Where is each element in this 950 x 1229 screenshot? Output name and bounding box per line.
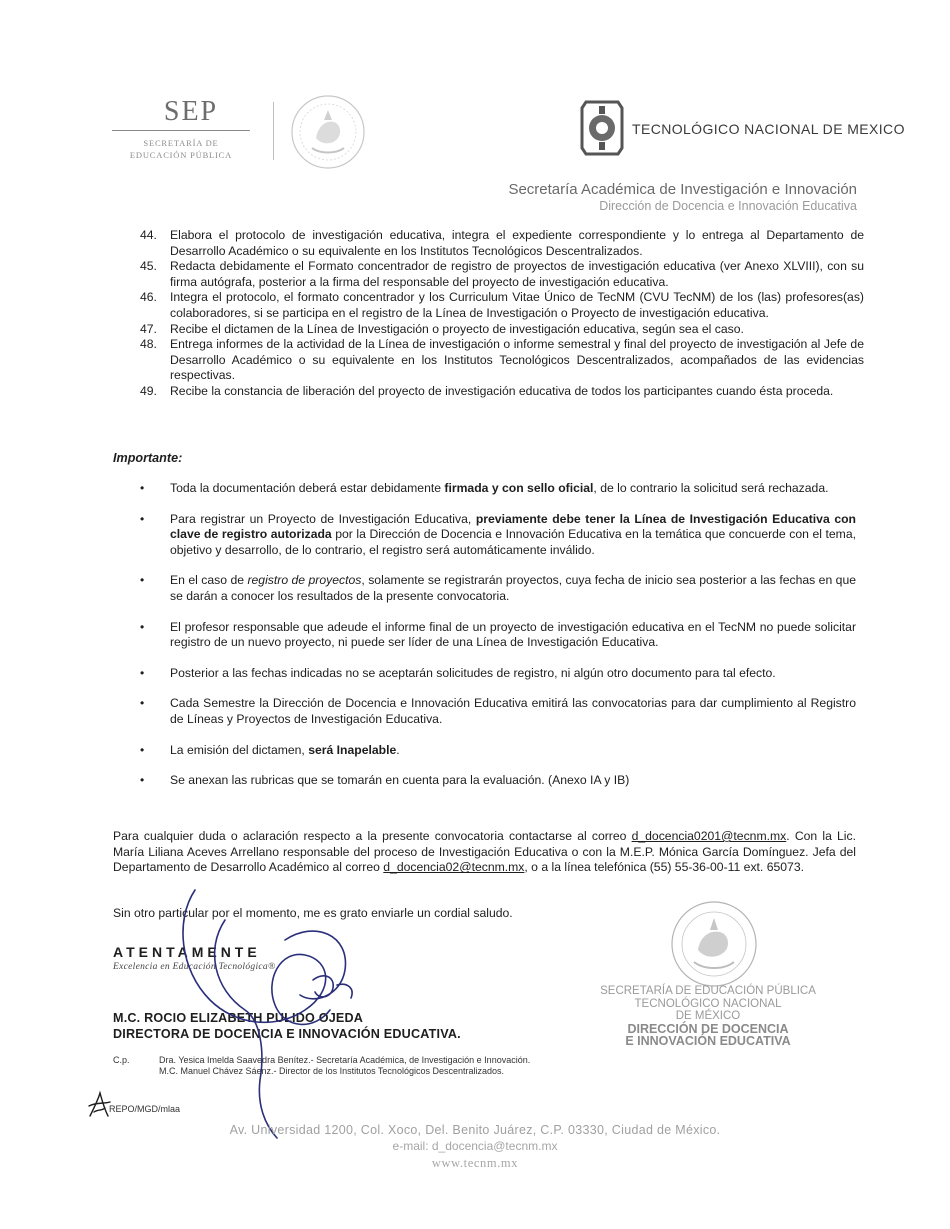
bullet-dot: •	[140, 511, 145, 526]
official-stamp-text: SECRETARÍA DE EDUCACIÓN PÚBLICA TECNOLÓGICO NACIONAL DE MÉXICO DIRECCIÓN DE DOCENCIA E INNOVACIÓN EDUCATIVA	[600, 985, 816, 1048]
item-text: Redacta debidamente el Formato concentrador de registro de proyectos de investigación educativa (ver Anexo XLVIII), con su firma autógrafa, posterior a la firma del responsable del proyecto de investigación educativa.	[170, 259, 864, 289]
cc-line: Dra. Yesica Imelda Saavedra Benítez.- Secretaría Académica, de Investigación e Innovación.	[159, 1055, 531, 1065]
list-item	[140, 228, 864, 259]
item-text: Integra el protocolo, el formato concentrador y los Curriculum Vitae Único de TecNM (CVU TecNM) de los (las) profesores(as) colaboradores, si se participa en el registro de la Línea de Investigación o Proyecto de investigación educativa.	[170, 290, 864, 320]
motto: Excelencia en Educación Tecnológica®	[113, 962, 276, 972]
list-item	[140, 322, 864, 338]
office-name: Secretaría Académica de Investigación e Innovación	[508, 181, 857, 198]
item-text: Entrega informes de la actividad de la Línea de investigación o informe semestral y final del proyecto de investigación al Jefe de Desarrollo Académico o su equivalente en los Institutos Tecnológicos Descentralizados, acompañados de las evidencias respectivas.	[170, 337, 864, 383]
bullet-pending-report: • El profesor responsable que adeude el informe final de un proyecto de investigación educativa en el TecNM no puede solicitar registro de un nuevo proyecto, ni puede ser líder de una Línea de Investigación Educativa.	[140, 619, 856, 650]
contact-paragraph: Para cualquier duda o aclaración respecto a la presente convocatoria contactarse al correo d_docencia0201@tecnm.mx. Con la Lic. María Liliana Aceves Arrellano responsable del proceso de Investigación Educativa o con la M.E.P. Mónica García Domínguez. Jefa del Departamento de Desarrollo Académico al correo d_docencia02@tecnm.mx, o a la línea telefónica (55) 55-36-00-11 ext. 65073.	[113, 829, 856, 875]
directorate-name: Dirección de Docencia e Innovación Educativa	[599, 199, 857, 213]
footer-website[interactable]: www.tecnm.mx	[431, 1156, 519, 1170]
national-seal-icon	[288, 92, 368, 172]
email-link[interactable]: d_docencia0201@tecnm.mx	[631, 829, 787, 843]
item-number: 45.	[140, 259, 157, 274]
header-divider	[273, 102, 274, 160]
item-number: 49.	[140, 383, 157, 398]
bullet-dot: •	[140, 619, 145, 634]
official-stamp-seal-icon	[668, 898, 760, 990]
bullet-semester-calls: • Cada Semestre la Dirección de Docencia e Innovación Educativa emitirá las convocatorias para dar cumplimiento al Registro de Líneas y Proyectos de Investigación Educativa.	[140, 696, 856, 726]
bullet-final-decision: • La emisión del dictamen, será Inapelable.	[140, 742, 400, 757]
list-item	[140, 384, 864, 400]
sep-logo-word: SEP	[163, 96, 219, 127]
item-text: Recibe el dictamen de la Línea de Investigación o proyecto de investigación educativa, según sea el caso.	[170, 321, 744, 336]
bullet-dot: •	[140, 665, 145, 680]
bullet-dot: •	[140, 742, 145, 757]
important-bullet-list	[140, 481, 856, 804]
item-number: 46.	[140, 290, 157, 305]
cc-line: M.C. Manuel Chávez Sáenz.- Director de los Institutos Tecnológicos Descentralizados.	[159, 1066, 504, 1076]
bullet-rubrics: • Se anexan las rubricas que se tomarán en cuenta para la evaluación. (Anexo IA y IB)	[140, 773, 630, 788]
signer-name: M.C. ROCIO ELIZABETH PULIDO OJEDA	[113, 1011, 364, 1025]
bullet-dot: •	[140, 696, 145, 711]
item-number: 44.	[140, 228, 157, 242]
item-text: Recibe la constancia de liberación del proyecto de investigación educativa de todos los participantes cuando ésta proceda.	[170, 383, 834, 398]
sep-logo-rule	[112, 130, 250, 131]
institution-name: TECNOLÓGICO NACIONAL DE MEXICO	[632, 121, 905, 137]
important-heading: Importante:	[113, 451, 183, 465]
bullet-dot: •	[140, 773, 145, 788]
bullet-line-required: • Para registrar un Proyecto de Investigación Educativa, previamente debe tener la Línea de Investigación Educativa con clave de registro autorizada por la Dirección de Docencia e Innovación Educativa en la temática que concuerde con el tema, objetivo y desarrollo, de lo contrario, el registro será automáticamente inválido.	[140, 511, 856, 557]
footer-address: Av. Universidad 1200, Col. Xoco, Del. Benito Juárez, C.P. 03330, Ciudad de México.	[229, 1123, 721, 1137]
tecnm-logo-icon	[580, 98, 624, 158]
bullet-dot: •	[140, 573, 145, 588]
cc-label: C.p.	[113, 1055, 130, 1065]
signer-title: DIRECTORA DE DOCENCIA E INNOVACIÓN EDUCATIVA.	[113, 1027, 461, 1041]
list-item	[140, 290, 864, 321]
email-link[interactable]: d_docencia02@tecnm.mx	[383, 860, 525, 875]
bullet-dot: •	[140, 481, 145, 495]
footer-email[interactable]: e-mail: d_docencia@tecnm.mx	[392, 1139, 558, 1153]
list-item	[140, 259, 864, 290]
initials-mark-icon	[86, 1090, 112, 1120]
closing-line: Sin otro particular por el momento, me es grato enviarle un cordial saludo.	[113, 906, 513, 920]
numbered-list	[140, 228, 864, 400]
sep-logo-subtitle: SECRETARÍA DE EDUCACIÓN PÚBLICA	[129, 138, 233, 160]
atentamente-label: ATENTAMENTE	[113, 944, 261, 960]
reference-code: REPO/MGD/mlaa	[109, 1104, 181, 1114]
bullet-start-date: • En el caso de registro de proyectos, solamente se registrarán proyectos, cuya fecha de inicio sea posterior a las fechas en que se darán a conocer los resultados de la presente convocatoria.	[140, 573, 857, 603]
item-number: 48.	[140, 337, 157, 352]
item-number: 47.	[140, 321, 157, 336]
handwritten-signature-icon	[165, 880, 375, 1140]
item-text: Elabora el protocolo de investigación educativa, integra el expediente correspondiente y lo entrega al Departamento de Desarrollo Académico o su equivalente en los Institutos Tecnológicos Descentralizados.	[170, 228, 864, 258]
list-item	[140, 337, 864, 384]
bullet-signed-sealed: • Toda la documentación deberá estar debidamente firmada y con sello oficial, de lo contrario la solicitud será rechazada.	[140, 481, 829, 495]
bullet-late-submissions: • Posterior a las fechas indicadas no se aceptarán solicitudes de registro, ni algún otro documento para tal efecto.	[140, 665, 776, 680]
